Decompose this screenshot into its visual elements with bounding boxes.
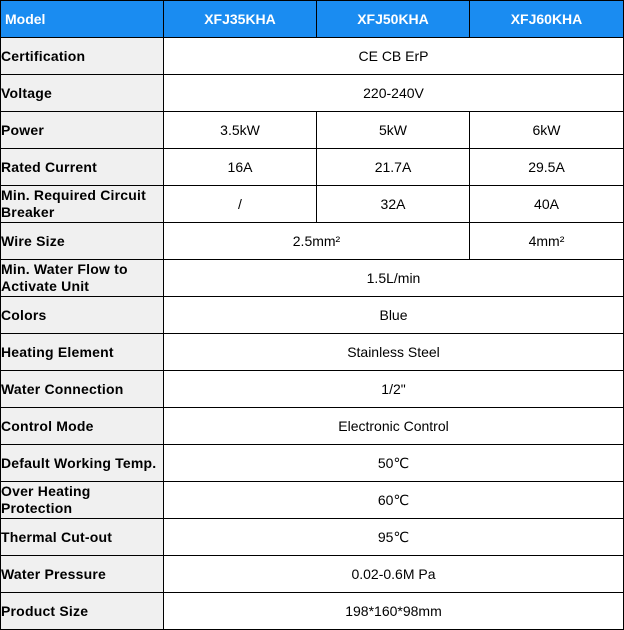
row-value: 40A bbox=[470, 186, 624, 223]
row-water-pressure bbox=[1, 556, 624, 593]
row-value: 32A bbox=[317, 186, 470, 223]
row-value: 1.5L/min bbox=[164, 260, 624, 297]
row-label: Product Size bbox=[1, 593, 164, 630]
row-value: 5kW bbox=[317, 112, 470, 149]
row-label: Min. Required Circuit Breaker bbox=[1, 186, 164, 223]
row-label: Default Working Temp. bbox=[1, 445, 164, 482]
row-value: 60℃ bbox=[164, 482, 624, 519]
row-value: 220-240V bbox=[164, 75, 624, 112]
row-label: Voltage bbox=[1, 75, 164, 112]
row-value: / bbox=[164, 186, 317, 223]
row-value: 50℃ bbox=[164, 445, 624, 482]
header-row bbox=[1, 1, 624, 38]
row-value: 0.02-0.6M Pa bbox=[164, 556, 624, 593]
row-value: 3.5kW bbox=[164, 112, 317, 149]
row-over-heating bbox=[1, 482, 624, 519]
row-label: Thermal Cut-out bbox=[1, 519, 164, 556]
row-value: 21.7A bbox=[317, 149, 470, 186]
model-header-xfj50kha: XFJ50KHA bbox=[317, 1, 470, 38]
row-label: Min. Water Flow to Activate Unit bbox=[1, 260, 164, 297]
row-value: 4mm² bbox=[470, 223, 624, 260]
row-value: CE CB ErP bbox=[164, 38, 624, 75]
row-value: 29.5A bbox=[470, 149, 624, 186]
row-wire-size bbox=[1, 223, 624, 260]
row-control-mode bbox=[1, 408, 624, 445]
row-label: Over Heating Protection bbox=[1, 482, 164, 519]
row-circuit-breaker bbox=[1, 186, 624, 223]
row-label: Heating Element bbox=[1, 334, 164, 371]
row-default-temp bbox=[1, 445, 624, 482]
row-value: Electronic Control bbox=[164, 408, 624, 445]
row-certification bbox=[1, 38, 624, 75]
row-label: Colors bbox=[1, 297, 164, 334]
row-label: Certification bbox=[1, 38, 164, 75]
row-voltage bbox=[1, 75, 624, 112]
row-label: Power bbox=[1, 112, 164, 149]
row-label: Water Pressure bbox=[1, 556, 164, 593]
row-value: 2.5mm² bbox=[164, 223, 470, 260]
model-header-xfj60kha: XFJ60KHA bbox=[470, 1, 624, 38]
row-value: 6kW bbox=[470, 112, 624, 149]
row-water-connection bbox=[1, 371, 624, 408]
row-value: 95℃ bbox=[164, 519, 624, 556]
row-label: Water Connection bbox=[1, 371, 164, 408]
row-thermal-cutout bbox=[1, 519, 624, 556]
row-value: 16A bbox=[164, 149, 317, 186]
row-water-flow bbox=[1, 260, 624, 297]
model-header-xfj35kha: XFJ35KHA bbox=[164, 1, 317, 38]
row-colors bbox=[1, 297, 624, 334]
row-label: Rated Current bbox=[1, 149, 164, 186]
row-product-size bbox=[1, 593, 624, 630]
row-rated-current bbox=[1, 149, 624, 186]
row-value: 198*160*98mm bbox=[164, 593, 624, 630]
row-value: 1/2" bbox=[164, 371, 624, 408]
row-value: Stainless Steel bbox=[164, 334, 624, 371]
row-label: Control Mode bbox=[1, 408, 164, 445]
row-heating-element bbox=[1, 334, 624, 371]
row-label: Wire Size bbox=[1, 223, 164, 260]
model-header: Model bbox=[1, 1, 164, 38]
row-value: Blue bbox=[164, 297, 624, 334]
row-power bbox=[1, 112, 624, 149]
